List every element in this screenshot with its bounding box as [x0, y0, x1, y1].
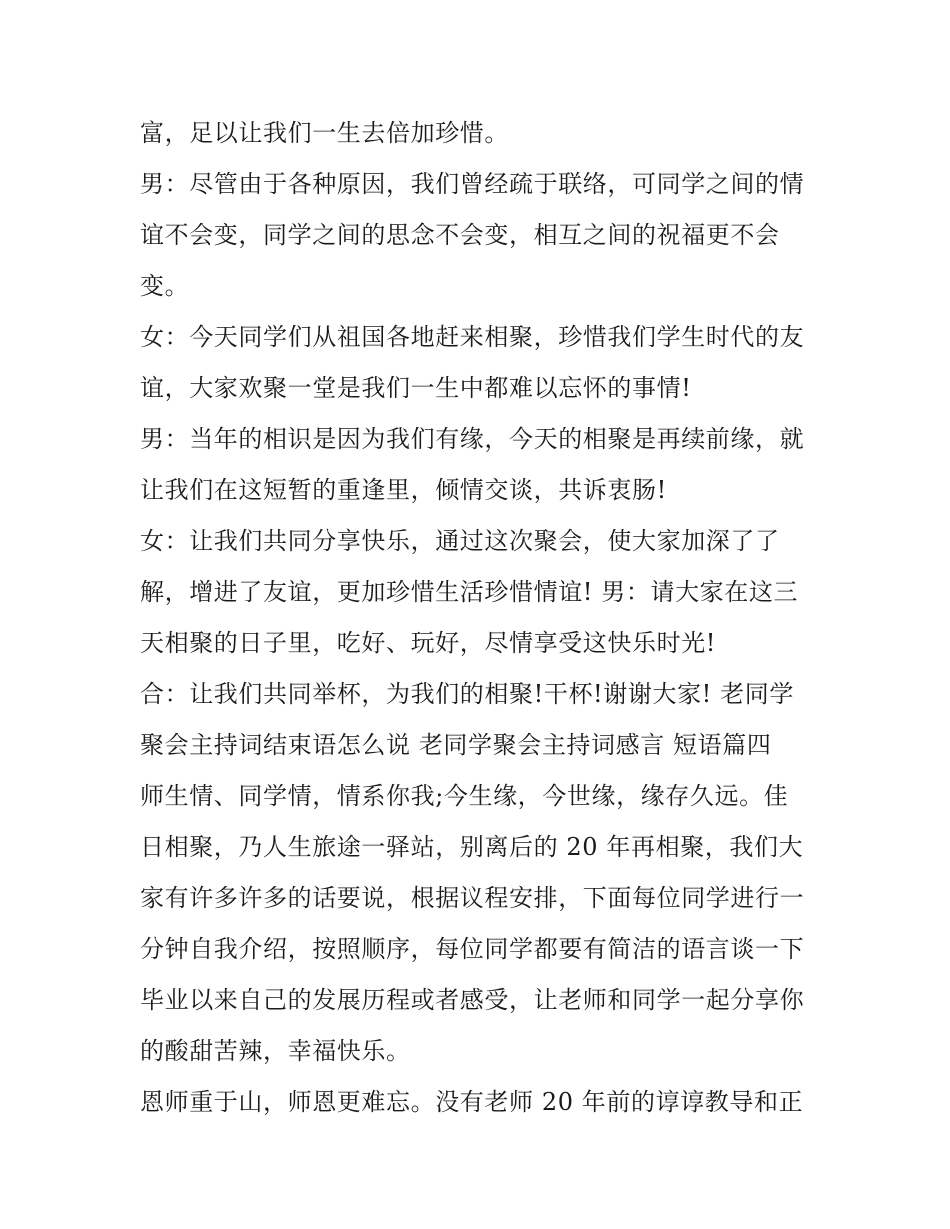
text-line: 谊，大家欢聚一堂是我们一生中都难以忘怀的事情! — [140, 374, 692, 402]
text-line: 女：让我们共同分享快乐，通过这次聚会，使大家加深了了 — [140, 527, 780, 555]
text-line: 变。 — [140, 272, 190, 300]
text-line: 女：今天同学们从祖国各地赶来相聚，珍惜我们学生时代的友 — [140, 323, 805, 351]
text-line: 让我们在这短暂的重逢里，倾情交谈，共诉衷肠! — [140, 476, 667, 504]
text-line: 的酸甜苦辣，幸福快乐。 — [140, 1037, 411, 1065]
text-line: 天相聚的日子里，吃好、玩好，尽情享受这快乐时光! — [140, 629, 717, 657]
text-line: 恩师重于山，师恩更难忘。没有老师 20 年前的谆谆教导和正 — [140, 1088, 804, 1116]
text-line: 师生情、同学情，情系你我;今生缘，今世缘，缘存久远。佳 — [140, 782, 789, 810]
text-line: 男：尽管由于各种原因，我们曾经疏于联络，可同学之间的情 — [140, 170, 805, 198]
text-line: 日相聚，乃人生旅途一驿站，别离后的 20 年再相聚，我们大 — [140, 833, 804, 861]
text-line: 聚会主持词结束语怎么说 老同学聚会主持词感言 短语篇四 — [140, 731, 772, 759]
text-line: 谊不会变，同学之间的思念不会变，相互之间的祝福更不会 — [140, 221, 780, 249]
text-line: 解，增进了友谊，更加珍惜生活珍惜情谊! 男：请大家在这三 — [140, 578, 799, 606]
text-line: 富，足以让我们一生去倍加珍惜。 — [140, 119, 509, 147]
document-body — [140, 108, 830, 1128]
text-line: 毕业以来自己的发展历程或者感受，让老师和同学一起分享你 — [140, 986, 805, 1014]
text-line: 男：当年的相识是因为我们有缘，今天的相聚是再续前缘，就 — [140, 425, 805, 453]
text-line: 家有许多许多的话要说，根据议程安排，下面每位同学进行一 — [140, 884, 805, 912]
text-line: 合：让我们共同举杯，为我们的相聚!干杯!谢谢大家! 老同学 — [140, 680, 794, 708]
text-line: 分钟自我介绍，按照顺序，每位同学都要有简洁的语言谈一下 — [140, 935, 805, 963]
